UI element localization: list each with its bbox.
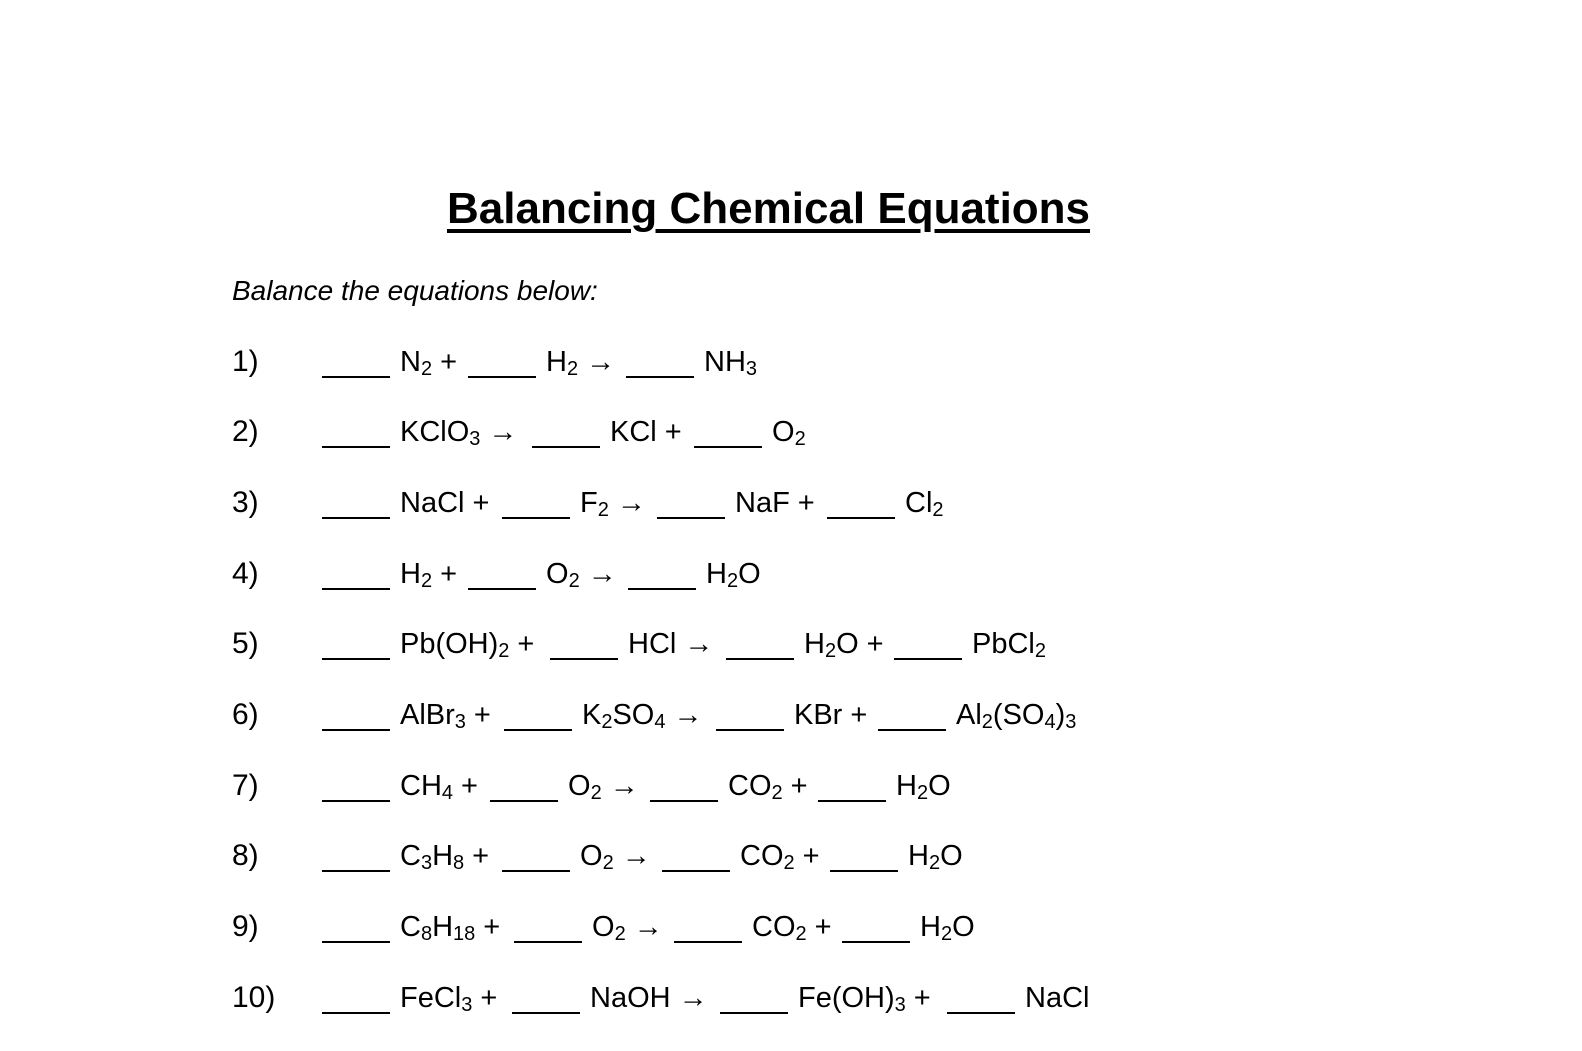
- equation-number: 3): [232, 486, 259, 519]
- equation-term: [550, 624, 713, 664]
- arrow-icon: →: [673, 698, 703, 731]
- plus-operator: +: [790, 769, 808, 802]
- chemical-formula: NaCl: [1025, 982, 1090, 1014]
- chemical-formula: $H_2O$: [920, 911, 975, 945]
- chemical-formula: $O_2$: [772, 416, 806, 450]
- arrow-icon: →: [678, 981, 708, 1014]
- chemical-formula: $CH_4$: [400, 770, 454, 804]
- coefficient-blank[interactable]: [662, 840, 730, 872]
- plus-operator: +: [517, 627, 535, 660]
- plus-operator: +: [802, 839, 820, 872]
- chemical-formula: NaF: [735, 487, 790, 519]
- coefficient-blank[interactable]: [650, 770, 718, 802]
- chemical-formula: $O_2$: [546, 558, 580, 592]
- coefficient-blank[interactable]: [322, 558, 390, 590]
- plus-operator: +: [440, 557, 458, 590]
- coefficient-blank[interactable]: [694, 416, 762, 448]
- plus-operator: +: [850, 698, 868, 731]
- equation-row: [232, 907, 1332, 947]
- arrow-icon: →: [616, 486, 646, 519]
- equation-term: [818, 766, 951, 806]
- chemical-formula: FeCl$_3$: [400, 982, 473, 1016]
- coefficient-blank[interactable]: [947, 982, 1015, 1014]
- chemical-formula: $H_2O$: [706, 558, 761, 592]
- equation-term: [532, 412, 682, 452]
- coefficient-blank[interactable]: [894, 628, 962, 660]
- chemical-formula: $H_2O$: [804, 628, 859, 662]
- coefficient-blank[interactable]: [502, 840, 570, 872]
- equation-term: [827, 483, 944, 523]
- coefficient-blank[interactable]: [322, 699, 390, 731]
- equation-term: [514, 907, 663, 947]
- chemical-formula: $H_2$: [400, 558, 433, 592]
- equation-term: [830, 836, 963, 876]
- arrow-icon: →: [609, 769, 639, 802]
- equation-term: [490, 766, 639, 806]
- chemical-formula: AlBr$_3$: [400, 699, 466, 733]
- equation-number: 1): [232, 345, 259, 378]
- coefficient-blank[interactable]: [322, 911, 390, 943]
- equation-number: 10): [232, 981, 276, 1014]
- equation-number: 6): [232, 698, 259, 731]
- coefficient-blank[interactable]: [490, 770, 558, 802]
- equation-term: [322, 412, 517, 452]
- equation-row: [232, 978, 1332, 1018]
- equation-term: [468, 342, 615, 382]
- chemical-formula: NaCl: [400, 487, 465, 519]
- chemical-formula: $O_2$: [592, 911, 626, 945]
- chemical-formula: $H_2O$: [896, 770, 951, 804]
- equation-row: [232, 412, 1332, 452]
- arrow-icon: →: [621, 839, 651, 872]
- chemical-formula: $C_8H_{18}$: [400, 911, 476, 945]
- coefficient-blank[interactable]: [550, 628, 618, 660]
- chemical-formula: KCl: [610, 416, 657, 448]
- equation-term: [322, 836, 489, 876]
- coefficient-blank[interactable]: [322, 770, 390, 802]
- equation-row: [232, 766, 1332, 806]
- equation-term: [322, 342, 457, 382]
- plus-operator: +: [440, 345, 458, 378]
- plus-operator: +: [472, 839, 490, 872]
- equation-row: [232, 624, 1332, 664]
- equation-term: [322, 624, 534, 664]
- equation-term: [694, 412, 806, 452]
- chemical-formula: $Al_2(SO_4)_3$: [956, 699, 1077, 733]
- chemical-formula: $CO_2$: [740, 840, 795, 874]
- equation-row: [232, 836, 1332, 876]
- coefficient-blank[interactable]: [842, 911, 910, 943]
- equation-term: [504, 695, 703, 735]
- coefficient-blank[interactable]: [657, 487, 725, 519]
- chemical-formula: KClO$_3$: [400, 416, 481, 450]
- plus-operator: +: [461, 769, 478, 802]
- equation-term: [726, 624, 884, 664]
- equation-term: [947, 978, 1089, 1018]
- chemical-formula: $CO_2$: [752, 911, 807, 945]
- coefficient-blank[interactable]: [512, 982, 580, 1014]
- coefficient-blank[interactable]: [720, 982, 788, 1014]
- coefficient-blank[interactable]: [818, 770, 886, 802]
- equation-term: [894, 624, 1046, 664]
- chemical-formula: $Fe(OH)_3$: [798, 982, 906, 1016]
- equation-term: [716, 695, 867, 735]
- equation-term: [628, 554, 761, 594]
- equation-term: [502, 836, 651, 876]
- equation-term: [662, 836, 820, 876]
- coefficient-blank[interactable]: [726, 628, 794, 660]
- plus-operator: +: [480, 981, 498, 1014]
- chemical-formula: $Pb(OH)_2$: [400, 628, 510, 662]
- equation-term: [322, 978, 497, 1018]
- arrow-icon: →: [633, 910, 663, 943]
- plus-operator: +: [866, 627, 884, 660]
- equation-row: [232, 483, 1332, 523]
- coefficient-blank[interactable]: [322, 982, 390, 1014]
- chemical-formula: KBr: [794, 699, 843, 731]
- coefficient-blank[interactable]: [626, 346, 694, 378]
- chemical-formula: $H_2$: [546, 346, 579, 380]
- coefficient-blank[interactable]: [322, 628, 390, 660]
- equation-row: [232, 554, 1332, 594]
- equation-term: [322, 766, 478, 806]
- chemical-formula: $K_2SO_4$: [582, 699, 666, 733]
- plus-operator: +: [483, 910, 501, 943]
- chemical-formula: $O_2$: [568, 770, 602, 804]
- chemical-formula: HCl: [628, 628, 677, 660]
- equation-number: 7): [232, 769, 259, 802]
- equation-term: [512, 978, 708, 1018]
- arrow-icon: →: [586, 345, 616, 378]
- equation-row: [232, 342, 1332, 382]
- coefficient-blank[interactable]: [830, 840, 898, 872]
- equation-term: [502, 483, 646, 523]
- plus-operator: +: [472, 486, 490, 519]
- arrow-icon: →: [587, 557, 617, 590]
- equation-term: [626, 342, 757, 382]
- chemical-formula: $CO_2$: [728, 770, 783, 804]
- plus-operator: +: [797, 486, 815, 519]
- equation-term: [322, 483, 489, 523]
- coefficient-blank[interactable]: [322, 840, 390, 872]
- equation-term: [322, 695, 491, 735]
- equation-number: 9): [232, 910, 259, 943]
- arrow-icon: →: [488, 415, 518, 448]
- equation-term: [720, 978, 931, 1018]
- chemical-formula: $H_2O$: [908, 840, 963, 874]
- coefficient-blank[interactable]: [514, 911, 582, 943]
- coefficient-blank[interactable]: [674, 911, 742, 943]
- chemical-formula: $NH_3$: [704, 346, 758, 380]
- chemical-formula: NaOH: [590, 982, 671, 1014]
- coefficient-blank[interactable]: [716, 699, 784, 731]
- equation-number: 4): [232, 557, 259, 590]
- coefficient-blank[interactable]: [878, 699, 946, 731]
- plus-operator: +: [814, 910, 832, 943]
- equation-term: [878, 695, 1076, 735]
- equation-number: 2): [232, 415, 259, 448]
- chemical-formula: $N_2$: [400, 346, 433, 380]
- chemical-formula: $F_2$: [580, 487, 609, 521]
- equation-row: [232, 695, 1332, 735]
- equation-term: [468, 554, 617, 594]
- coefficient-blank[interactable]: [827, 487, 895, 519]
- equation-term: [322, 907, 500, 947]
- chemical-formula: PbCl$_2$: [972, 628, 1046, 662]
- coefficient-blank[interactable]: [628, 558, 696, 590]
- equation-term: [650, 766, 808, 806]
- coefficient-blank[interactable]: [468, 346, 536, 378]
- plus-operator: +: [664, 415, 682, 448]
- equation-term: [674, 907, 832, 947]
- coefficient-blank[interactable]: [322, 487, 390, 519]
- coefficient-blank[interactable]: [322, 416, 390, 448]
- plus-operator: +: [473, 698, 491, 731]
- equation-number: 8): [232, 839, 259, 872]
- worksheet-title: Balancing Chemical Equations: [447, 184, 1091, 233]
- coefficient-blank[interactable]: [532, 416, 600, 448]
- coefficient-blank[interactable]: [468, 558, 536, 590]
- coefficient-blank[interactable]: [322, 346, 390, 378]
- chemical-formula: $Cl_2$: [905, 487, 944, 521]
- instructions: Balance the equations below:: [232, 275, 598, 306]
- equation-number: 5): [232, 627, 259, 660]
- equation-term: [657, 483, 815, 523]
- coefficient-blank[interactable]: [504, 699, 572, 731]
- equation-term: [322, 554, 457, 594]
- equation-term: [842, 907, 975, 947]
- plus-operator: +: [913, 981, 931, 1014]
- chemical-formula: $C_3H_8$: [400, 840, 465, 874]
- arrow-icon: →: [684, 627, 714, 660]
- chemical-formula: $O_2$: [580, 840, 614, 874]
- coefficient-blank[interactable]: [502, 487, 570, 519]
